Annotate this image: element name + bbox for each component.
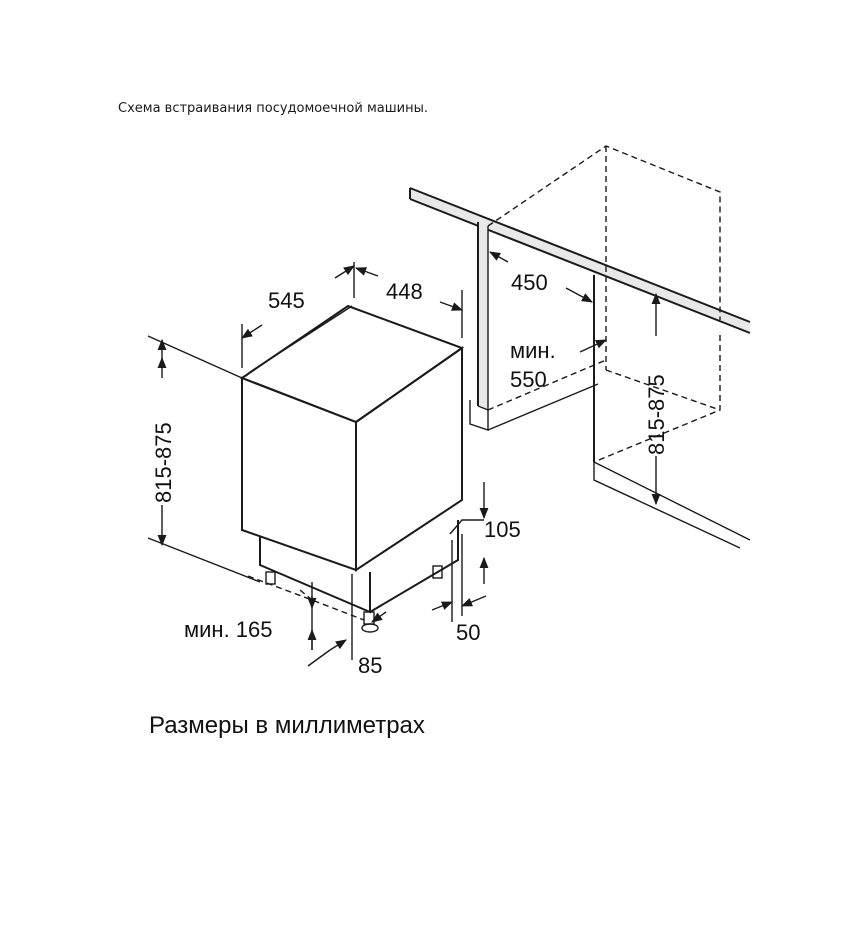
dim-plinth-height: 105 <box>484 517 521 542</box>
dim-450-arrow-left <box>490 252 508 262</box>
dim-foot-offset: 85 <box>358 653 383 678</box>
dim-min-clearance: мин. 165 <box>184 617 273 642</box>
niche-floor-edge <box>594 462 740 548</box>
dim-450-arrow-right <box>566 288 592 302</box>
niche-left-wall <box>478 222 488 410</box>
dim-niche-depth: 450 <box>511 270 548 295</box>
diagram-title: Схема встраивания посудомоечной машины. <box>118 101 428 116</box>
niche-floor-front <box>594 462 750 540</box>
dishwasher-side <box>356 348 462 570</box>
dim-niche-width-value: 550 <box>510 367 547 392</box>
dim-85-arrow-left <box>330 640 346 650</box>
dim-depth-arrow-right <box>335 266 354 278</box>
base-projection-2 <box>300 590 312 600</box>
dim-plinth-depth: 50 <box>456 620 481 645</box>
dim-depth-arrow-left <box>242 325 262 338</box>
dim-niche-width-label: мин. <box>510 338 556 363</box>
dim-width-arrow-right <box>440 302 462 310</box>
ext-height-bottom <box>148 538 260 582</box>
dishwasher-plinth-side <box>370 520 458 612</box>
dim-niche-height: 815-875 <box>644 374 669 455</box>
dim-height: 815-875 <box>151 422 176 503</box>
countertop-edge <box>410 188 750 333</box>
dim-depth: 545 <box>268 288 305 313</box>
countertop-bottom-line <box>410 199 750 333</box>
dim-width: 448 <box>386 279 423 304</box>
niche-floor-rear <box>488 360 606 410</box>
dishwasher-top <box>242 306 462 422</box>
dishwasher-drawing <box>148 262 521 678</box>
ext-85-diag <box>308 650 330 666</box>
dim-50-arrow-left <box>432 602 452 610</box>
units-caption: Размеры в миллиметрах <box>149 712 425 739</box>
dishwasher-foot-1 <box>266 572 275 584</box>
dim-50-arrow-right <box>462 596 486 606</box>
countertop-top-line <box>410 188 750 322</box>
dim-width-arrow-left <box>356 268 378 276</box>
ext-plinth-top <box>450 520 484 534</box>
dishwasher-foot-pad <box>362 624 378 632</box>
